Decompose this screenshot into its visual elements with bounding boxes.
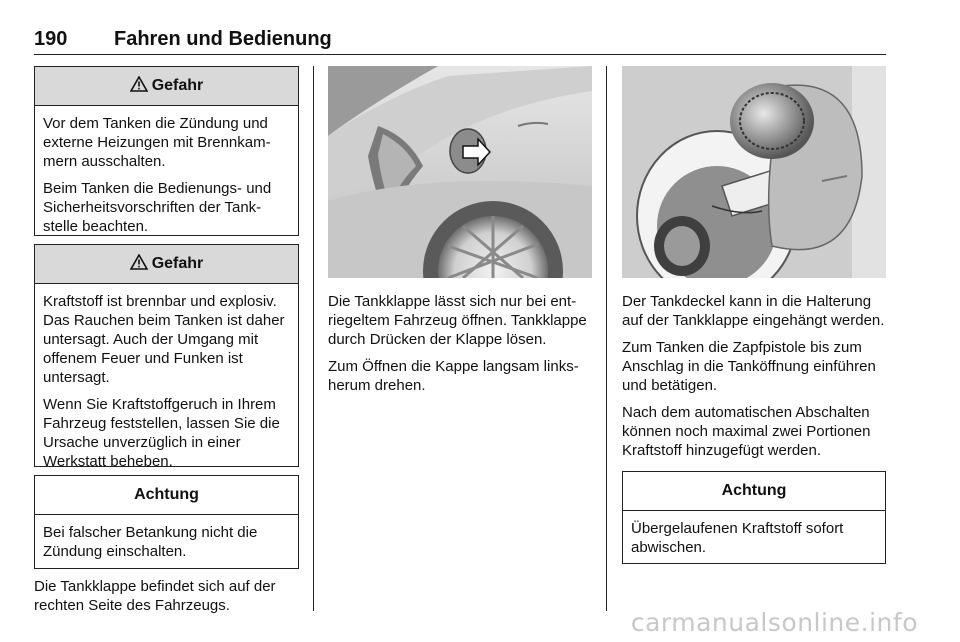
fuel-cap-image: [622, 66, 886, 278]
page-header: [34, 28, 886, 55]
danger-box-header: [35, 245, 298, 284]
caution-box-header: [35, 476, 298, 515]
caution-box-title: Achtung: [721, 482, 787, 499]
danger-box-body: [35, 106, 298, 236]
danger-box-header: [35, 67, 298, 106]
caution-box-body: [623, 511, 885, 557]
body-text: [328, 292, 596, 403]
caution-box-header: [623, 472, 885, 511]
body-text: [622, 292, 890, 468]
paragraph: Wenn Sie Kraftstoffgeruch in Ihrem Fahrzeug feststellen, lassen Sie die Ursache unverzüglich in einer Werkstatt beheben.: [43, 396, 280, 470]
paragraph: Bei falscher Betankung nicht die Zündung einschalten.: [43, 524, 258, 560]
danger-box-title: Gefahr: [151, 77, 204, 94]
column-divider: [313, 66, 314, 611]
paragraph: Die Tankklappe lässt sich nur bei entriegeltem Fahrzeug öffnen. Tankklappe durch Drücken der Klappe lösen.: [328, 293, 587, 348]
paragraph: Die Tankklappe befindet sich auf der rechten Seite des Fahrzeugs.: [34, 578, 276, 614]
paragraph: Zum Tanken die Zapfpistole bis zum Anschlag in die Tanköffnung einführen und betätigen.: [622, 339, 876, 394]
danger-box-body: [35, 284, 298, 471]
paragraph: Beim Tanken die Bedienungs- und Sicherheitsvorschriften der Tankstelle beachten.: [43, 180, 272, 235]
caution-box-title: Achtung: [134, 486, 199, 503]
body-text: [34, 577, 302, 623]
paragraph: Der Tankdeckel kann in die Halterung auf der Tankklappe eingehängt werden.: [622, 293, 885, 329]
page-title: Fahren und Bedienung: [114, 28, 332, 50]
paragraph: Vor dem Tanken die Zündung und externe Heizungen mit Brennkammern ausschalten.: [43, 115, 271, 170]
fuel-flap-image: [328, 66, 592, 278]
page-number: 190: [34, 28, 68, 50]
paragraph: Zum Öffnen die Kappe langsam linksherum drehen.: [328, 358, 579, 394]
paragraph: Übergelaufenen Kraftstoff sofort abwischen.: [631, 520, 844, 556]
caution-box-body: [35, 515, 298, 561]
caution-box-2: [622, 471, 886, 564]
danger-box-1: [34, 66, 299, 236]
paragraph: Kraftstoff ist brennbar und explosiv. Das Rauchen beim Tanken ist daher untersagt. Auch der Umgang mit offenem Feuer und Funken ist untersagt.: [43, 293, 285, 386]
danger-box-2: [34, 244, 299, 470]
warning-triangle-icon: [130, 76, 148, 97]
paragraph: Nach dem automatischen Abschalten können noch maximal zwei Portionen Kraftstoff hinzugefügt werden.: [622, 404, 871, 459]
caution-box-1: [34, 475, 299, 569]
watermark-text: carmanualsonline.info: [630, 608, 918, 637]
danger-box-title: Gefahr: [151, 255, 204, 272]
warning-triangle-icon: [130, 254, 148, 275]
column-divider: [606, 66, 607, 611]
